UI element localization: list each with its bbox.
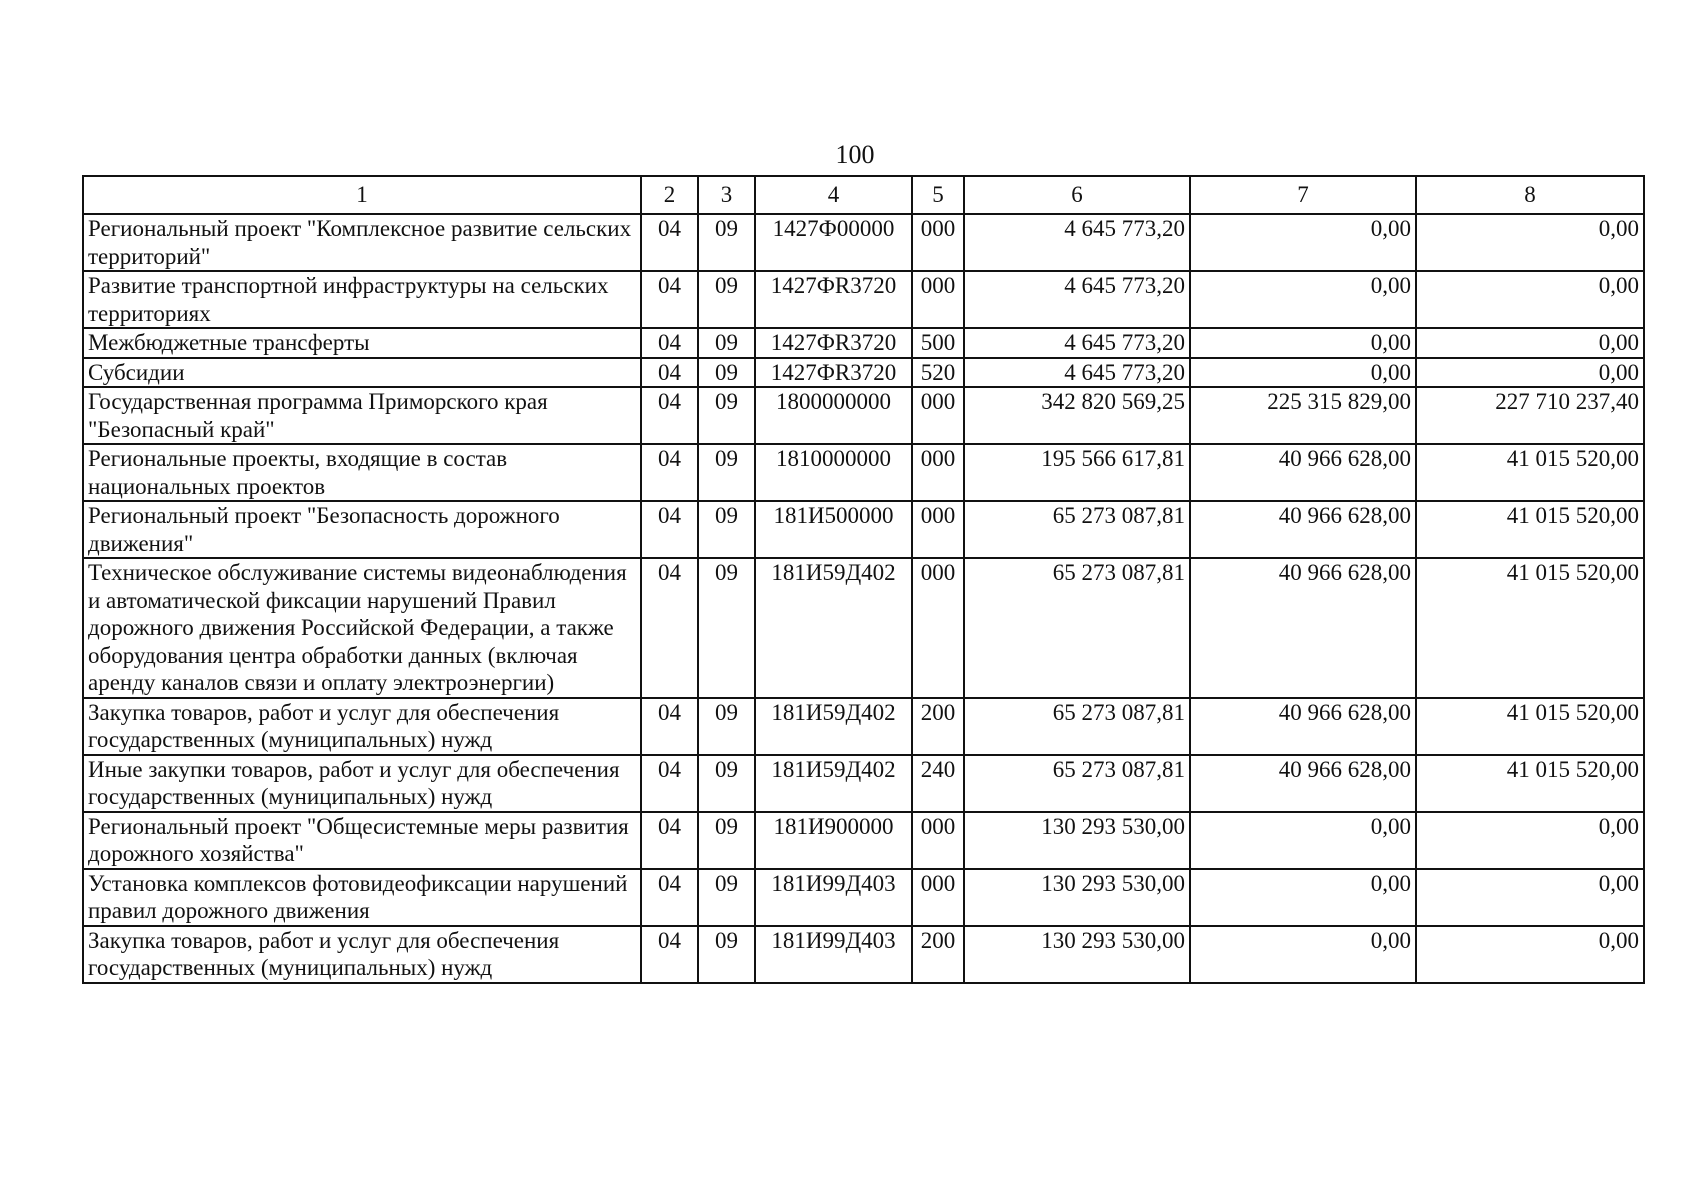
amount-col7-cell: 0,00	[1190, 869, 1416, 926]
table-row	[83, 328, 1644, 358]
expense-type-cell: 000	[912, 501, 964, 558]
target-article-cell: 1427ФR3720	[755, 328, 912, 358]
row-name-cell: Закупка товаров, работ и услуг для обеспечения государственных (муниципальных) нужд	[83, 926, 641, 983]
target-article-cell: 181И59Д402	[755, 698, 912, 755]
amount-col8-cell: 41 015 520,00	[1416, 501, 1644, 558]
amount-col6-cell: 4 645 773,20	[964, 328, 1190, 358]
target-article-cell: 181И99Д403	[755, 869, 912, 926]
page-number: 100	[835, 140, 875, 169]
amount-col6-cell: 65 273 087,81	[964, 755, 1190, 812]
amount-col8-cell: 0,00	[1416, 869, 1644, 926]
subsection-code-cell: 09	[698, 214, 755, 271]
amount-col6-cell: 65 273 087,81	[964, 698, 1190, 755]
expense-type-cell: 520	[912, 358, 964, 388]
amount-col8-cell: 41 015 520,00	[1416, 444, 1644, 501]
column-header: 2	[641, 176, 698, 214]
section-code-cell: 04	[641, 358, 698, 388]
amount-col6-cell: 4 645 773,20	[964, 214, 1190, 271]
section-code-cell: 04	[641, 501, 698, 558]
section-code-cell: 04	[641, 558, 698, 698]
row-name-cell: Развитие транспортной инфраструктуры на сельских территориях	[83, 271, 641, 328]
target-article-cell: 1427ФR3720	[755, 358, 912, 388]
subsection-code-cell: 09	[698, 869, 755, 926]
amount-col6-cell: 4 645 773,20	[964, 271, 1190, 328]
expense-type-cell: 200	[912, 698, 964, 755]
budget-table	[82, 175, 1645, 984]
subsection-code-cell: 09	[698, 444, 755, 501]
table-row	[83, 926, 1644, 983]
amount-col6-cell: 130 293 530,00	[964, 926, 1190, 983]
row-name-cell: Иные закупки товаров, работ и услуг для обеспечения государственных (муниципальных) нужд	[83, 755, 641, 812]
target-article-cell: 181И99Д403	[755, 926, 912, 983]
section-code-cell: 04	[641, 214, 698, 271]
row-name-cell: Субсидии	[83, 358, 641, 388]
amount-col6-cell: 130 293 530,00	[964, 812, 1190, 869]
amount-col8-cell: 0,00	[1416, 328, 1644, 358]
table-row	[83, 501, 1644, 558]
table-row	[83, 444, 1644, 501]
section-code-cell: 04	[641, 271, 698, 328]
expense-type-cell: 000	[912, 214, 964, 271]
amount-col7-cell: 40 966 628,00	[1190, 755, 1416, 812]
target-article-cell: 181И59Д402	[755, 755, 912, 812]
row-name-cell: Региональный проект "Общесистемные меры развития дорожного хозяйства"	[83, 812, 641, 869]
table-row	[83, 755, 1644, 812]
subsection-code-cell: 09	[698, 328, 755, 358]
column-header: 6	[964, 176, 1190, 214]
amount-col7-cell: 40 966 628,00	[1190, 558, 1416, 698]
amount-col7-cell: 0,00	[1190, 214, 1416, 271]
section-code-cell: 04	[641, 387, 698, 444]
expense-type-cell: 000	[912, 869, 964, 926]
subsection-code-cell: 09	[698, 558, 755, 698]
section-code-cell: 04	[641, 755, 698, 812]
amount-col7-cell: 0,00	[1190, 328, 1416, 358]
section-code-cell: 04	[641, 328, 698, 358]
section-code-cell: 04	[641, 698, 698, 755]
subsection-code-cell: 09	[698, 501, 755, 558]
amount-col8-cell: 0,00	[1416, 271, 1644, 328]
amount-col8-cell: 227 710 237,40	[1416, 387, 1644, 444]
amount-col6-cell: 195 566 617,81	[964, 444, 1190, 501]
section-code-cell: 04	[641, 812, 698, 869]
amount-col6-cell: 130 293 530,00	[964, 869, 1190, 926]
amount-col6-cell: 4 645 773,20	[964, 358, 1190, 388]
amount-col7-cell: 0,00	[1190, 812, 1416, 869]
target-article-cell: 1810000000	[755, 444, 912, 501]
amount-col8-cell: 41 015 520,00	[1416, 558, 1644, 698]
column-header: 7	[1190, 176, 1416, 214]
amount-col6-cell: 65 273 087,81	[964, 558, 1190, 698]
amount-col6-cell: 65 273 087,81	[964, 501, 1190, 558]
row-name-cell: Техническое обслуживание системы видеонаблюдения и автоматической фиксации нарушений Правил дорожного движения Российской Федерации, а также оборудования центра обработки данных (включая аренду каналов связи и оплату электроэнергии)	[83, 558, 641, 698]
amount-col8-cell: 0,00	[1416, 358, 1644, 388]
expense-type-cell: 000	[912, 444, 964, 501]
expense-type-cell: 000	[912, 271, 964, 328]
target-article-cell: 1427Ф00000	[755, 214, 912, 271]
subsection-code-cell: 09	[698, 926, 755, 983]
column-header: 5	[912, 176, 964, 214]
table-row	[83, 698, 1644, 755]
table-row	[83, 869, 1644, 926]
row-name-cell: Региональный проект "Безопасность дорожного движения"	[83, 501, 641, 558]
column-header: 3	[698, 176, 755, 214]
subsection-code-cell: 09	[698, 812, 755, 869]
header-row	[83, 176, 1644, 214]
target-article-cell: 1800000000	[755, 387, 912, 444]
amount-col8-cell: 0,00	[1416, 812, 1644, 869]
amount-col8-cell: 41 015 520,00	[1416, 755, 1644, 812]
column-header: 4	[755, 176, 912, 214]
expense-type-cell: 000	[912, 812, 964, 869]
table-row	[83, 812, 1644, 869]
table-row	[83, 214, 1644, 271]
amount-col7-cell: 0,00	[1190, 271, 1416, 328]
expense-type-cell: 240	[912, 755, 964, 812]
target-article-cell: 181И900000	[755, 812, 912, 869]
amount-col7-cell: 0,00	[1190, 926, 1416, 983]
expense-type-cell: 000	[912, 558, 964, 698]
subsection-code-cell: 09	[698, 755, 755, 812]
amount-col8-cell: 0,00	[1416, 926, 1644, 983]
expense-type-cell: 500	[912, 328, 964, 358]
section-code-cell: 04	[641, 926, 698, 983]
subsection-code-cell: 09	[698, 358, 755, 388]
section-code-cell: 04	[641, 869, 698, 926]
section-code-cell: 04	[641, 444, 698, 501]
target-article-cell: 181И59Д402	[755, 558, 912, 698]
amount-col7-cell: 0,00	[1190, 358, 1416, 388]
amount-col7-cell: 40 966 628,00	[1190, 444, 1416, 501]
amount-col7-cell: 40 966 628,00	[1190, 698, 1416, 755]
expense-type-cell: 200	[912, 926, 964, 983]
row-name-cell: Установка комплексов фотовидеофиксации нарушений правил дорожного движения	[83, 869, 641, 926]
amount-col8-cell: 41 015 520,00	[1416, 698, 1644, 755]
subsection-code-cell: 09	[698, 387, 755, 444]
table-row	[83, 271, 1644, 328]
amount-col6-cell: 342 820 569,25	[964, 387, 1190, 444]
target-article-cell: 181И500000	[755, 501, 912, 558]
column-header: 1	[83, 176, 641, 214]
target-article-cell: 1427ФR3720	[755, 271, 912, 328]
row-name-cell: Межбюджетные трансферты	[83, 328, 641, 358]
row-name-cell: Закупка товаров, работ и услуг для обеспечения государственных (муниципальных) нужд	[83, 698, 641, 755]
amount-col7-cell: 225 315 829,00	[1190, 387, 1416, 444]
expense-type-cell: 000	[912, 387, 964, 444]
subsection-code-cell: 09	[698, 698, 755, 755]
amount-col7-cell: 40 966 628,00	[1190, 501, 1416, 558]
subsection-code-cell: 09	[698, 271, 755, 328]
table-row	[83, 387, 1644, 444]
column-header: 8	[1416, 176, 1644, 214]
row-name-cell: Региональные проекты, входящие в состав национальных проектов	[83, 444, 641, 501]
table-row	[83, 358, 1644, 388]
table-row	[83, 558, 1644, 698]
amount-col8-cell: 0,00	[1416, 214, 1644, 271]
row-name-cell: Региональный проект "Комплексное развитие сельских территорий"	[83, 214, 641, 271]
row-name-cell: Государственная программа Приморского края "Безопасный край"	[83, 387, 641, 444]
